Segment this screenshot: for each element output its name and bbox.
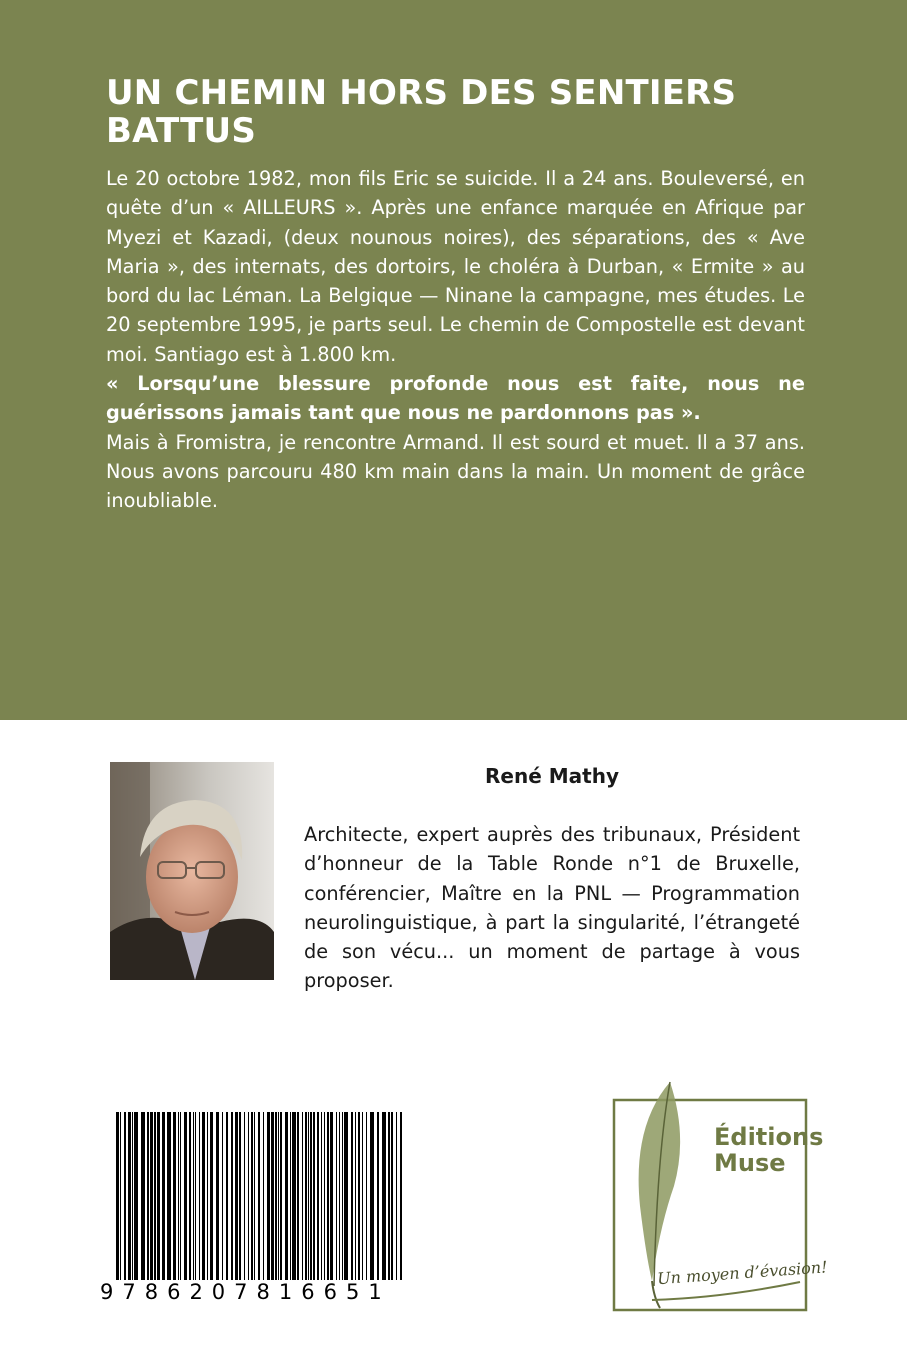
barcode-bar	[310, 1112, 312, 1282]
barcode-bar	[231, 1112, 233, 1282]
barcode-bar	[362, 1112, 363, 1282]
barcode-bar	[167, 1112, 171, 1282]
blurb-paragraph-1: Le 20 octobre 1982, mon fils Eric se suicide. Il a 24 ans. Bouleversé, en quête d’un « AILLEURS ». Après une enfance marquée en Afrique par Myezi et Kazadi, (deux nounous noires), des séparations, des « Ave Maria », des internats, des dortoirs, le choléra à Durban, « Ermite » au bord du lac Léman. La Belgique — Ninane la campagne, mes études. Le 20 septembre 1995, je parts seul. Le chemin de Compostelle est devant moi. Santiago est à 1.800 km.	[106, 167, 805, 366]
barcode-bar	[330, 1112, 333, 1282]
barcode-bar	[207, 1112, 208, 1282]
barcode-bar	[239, 1112, 241, 1282]
barcode-bar	[292, 1112, 296, 1282]
back-cover-blurb	[106, 164, 805, 516]
barcode-bar	[400, 1112, 402, 1282]
barcode-digits: 9786207816651	[100, 1280, 418, 1304]
barcode-bar	[154, 1112, 156, 1282]
barcode-bar	[366, 1112, 367, 1282]
barcode-bar	[342, 1112, 343, 1282]
barcode-bar	[275, 1112, 277, 1282]
barcode-bar	[267, 1112, 270, 1282]
author-photo	[110, 762, 274, 980]
barcode-bar	[327, 1112, 329, 1282]
barcode-bar	[189, 1112, 191, 1282]
barcode-bar	[344, 1112, 348, 1282]
barcode-bar	[336, 1112, 337, 1282]
barcode-bar	[180, 1112, 181, 1282]
barcode-bar	[324, 1112, 325, 1282]
author-name: René Mathy	[485, 764, 619, 788]
barcode-bar	[226, 1112, 228, 1282]
barcode-bar	[134, 1112, 138, 1282]
author-bio: Architecte, expert auprès des tribunaux, Président d’honneur de la Table Ronde n°1 de Bruxelle, conférencier, Maître en la PNL — Programmation neurolinguistique, à part la singularité, l’étrangeté de son vécu... un moment de partage à vous proposer.	[304, 823, 800, 993]
barcode-bar	[258, 1112, 260, 1282]
barcode-bar	[396, 1112, 397, 1282]
barcode-bar	[147, 1112, 149, 1282]
author-portrait-image	[110, 762, 274, 980]
barcode-bar	[116, 1112, 119, 1282]
barcode-bar	[358, 1112, 360, 1282]
barcode-bars	[100, 1112, 418, 1282]
barcode-bar	[199, 1112, 200, 1282]
barcode-bar	[302, 1112, 303, 1282]
barcode-bar	[263, 1112, 264, 1282]
barcode-bar	[222, 1112, 223, 1282]
barcode-bar	[178, 1112, 179, 1282]
barcode-bar	[351, 1112, 353, 1282]
barcode-bar	[321, 1112, 322, 1282]
barcode-bar	[278, 1112, 279, 1282]
barcode-bar	[285, 1112, 288, 1282]
barcode-bar	[162, 1112, 165, 1282]
barcode-bar	[391, 1112, 393, 1282]
barcode-bar	[184, 1112, 187, 1282]
barcode-bar	[244, 1112, 245, 1282]
barcode-bar	[202, 1112, 205, 1282]
barcode-bar	[370, 1112, 374, 1282]
barcode-bar	[235, 1112, 238, 1282]
barcode-bar	[124, 1112, 126, 1282]
barcode-bar	[317, 1112, 319, 1282]
barcode-bar	[377, 1112, 379, 1282]
book-title: UN CHEMIN HORS DES SENTIERS BATTUS	[106, 73, 737, 151]
barcode-bar	[251, 1112, 253, 1282]
barcode-bar	[128, 1112, 131, 1282]
barcode-bar	[297, 1112, 299, 1282]
barcode-bar	[290, 1112, 291, 1282]
barcode-bar	[210, 1112, 213, 1282]
blurb-paragraph-2: Mais à Fromistra, je rencontre Armand. Il est sourd et muet. Il a 37 ans. Nous avons parcouru 480 km main dans la main. Un moment de grâce inoubliable.	[106, 430, 805, 513]
barcode-bar	[120, 1112, 121, 1282]
blurb-quote: « Lorsqu’une blessure profonde nous est faite, nous ne guérissons jamais tant que nous ne pardonnons pas ».	[106, 372, 805, 425]
publisher-slogan: Un moyen d’évasion!	[656, 1257, 829, 1289]
barcode-bar	[382, 1112, 386, 1282]
barcode-bar	[254, 1112, 255, 1282]
barcode-bar	[216, 1112, 219, 1282]
barcode-bar	[195, 1112, 196, 1282]
barcode-bar	[388, 1112, 390, 1282]
barcode-bar	[339, 1112, 340, 1282]
barcode-bar	[150, 1112, 153, 1282]
barcode-bar	[141, 1112, 145, 1282]
barcode-bar	[157, 1112, 160, 1282]
barcode-bar	[193, 1112, 194, 1282]
barcode-bar	[308, 1112, 309, 1282]
barcode-bar	[305, 1112, 307, 1282]
barcode-bar	[355, 1112, 356, 1282]
barcode-bar	[248, 1112, 249, 1282]
barcode-bar	[280, 1112, 282, 1282]
barcode-bar	[173, 1112, 176, 1282]
barcode-bar	[132, 1112, 133, 1282]
barcode-bar	[313, 1112, 315, 1282]
barcode-bar	[271, 1112, 274, 1282]
publisher-name: Éditions Muse	[714, 1123, 824, 1177]
